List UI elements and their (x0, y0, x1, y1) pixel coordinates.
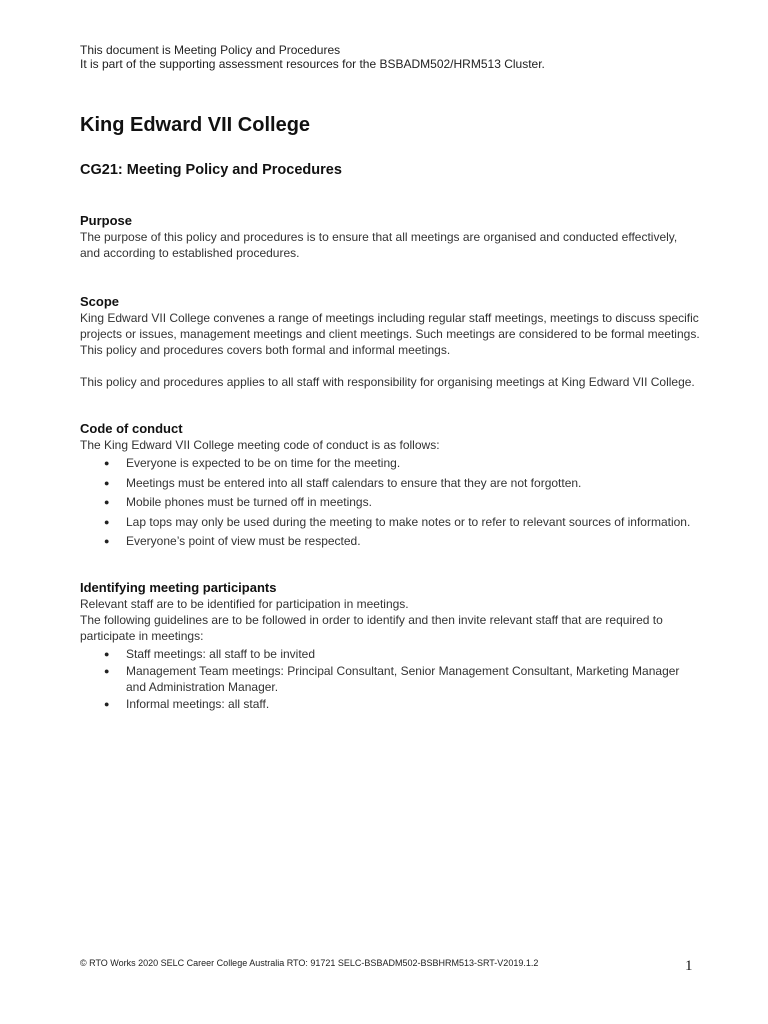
purpose-text: The purpose of this policy and procedures is to ensure that all meetings are organised and conducted effectively, and according to established procedures. (80, 230, 678, 260)
participants-list (80, 646, 700, 712)
participants-intro-2: The following guidelines are to be followed in order to identify and then invite relevant staff that are required to participate in meetings: (80, 613, 663, 643)
footer-text: © RTO Works 2020 SELC Career College Australia RTO: 91721 SELC-BSBADM502-BSBHRM513-SRT-V2019.1.2 (80, 958, 539, 968)
policy-title: CG21: Meeting Policy and Procedures (80, 162, 342, 178)
bullet-icon: ● (104, 666, 110, 676)
conduct-list (80, 455, 700, 549)
scope-text-1: King Edward VII College convenes a range of meetings including regular staff meetings, meetings to discuss specific projects or issues, management meetings and client meetings. Such meetings are considered to be formal meetings. This policy and procedures covers both formal and informal meetings. (80, 311, 700, 357)
list-item (80, 533, 700, 549)
list-item-text: Meetings must be entered into all staff calendars to ensure that they are not forgotten. (126, 475, 582, 490)
list-item-text: Staff meetings: all staff to be invited (126, 647, 315, 661)
conduct-intro: The King Edward VII College meeting code of conduct is as follows: (80, 438, 440, 452)
conduct-heading: Code of conduct (80, 421, 183, 436)
document-page (80, 43, 700, 713)
scope-text-2: This policy and procedures applies to all staff with responsibility for organising meetings at King Edward VII College. (80, 375, 695, 389)
list-item-text: Mobile phones must be turned off in meetings. (126, 495, 372, 509)
scope-section (80, 294, 700, 390)
list-item (80, 475, 700, 491)
purpose-section (80, 213, 700, 261)
list-item (80, 514, 700, 530)
page-number: 1 (685, 958, 693, 974)
bullet-icon: ● (104, 477, 110, 488)
list-item-text: Informal meetings: all staff. (126, 697, 270, 711)
list-item (80, 663, 700, 695)
list-item-text: Lap tops may only be used during the meeting to make notes or to refer to relevant sources of information. (126, 514, 691, 529)
list-item (80, 455, 700, 471)
conduct-section (80, 421, 700, 549)
bullet-icon: ● (104, 516, 110, 527)
list-item-text: Everyone’s point of view must be respected. (126, 534, 361, 548)
list-item (80, 494, 700, 510)
bullet-icon: ● (104, 536, 110, 546)
participants-heading: Identifying meeting participants (80, 580, 277, 595)
bullet-icon: ● (104, 699, 110, 709)
scope-heading: Scope (80, 294, 120, 309)
bullet-icon: ● (104, 458, 110, 468)
purpose-heading: Purpose (80, 213, 133, 228)
participants-intro-1: Relevant staff are to be identified for participation in meetings. (80, 597, 409, 611)
list-item-text: Management Team meetings: Principal Consultant, Senior Management Consultant, Marketing Manager and Administration Manager. (126, 664, 680, 694)
header-note-line2: It is part of the supporting assessment resources for the BSBADM502/HRM513 Cluster. (80, 57, 545, 71)
bullet-icon: ● (104, 497, 110, 507)
list-item-text: Everyone is expected to be on time for the meeting. (126, 456, 401, 470)
list-item (80, 646, 700, 662)
bullet-icon: ● (104, 649, 110, 659)
header-note-line1: This document is Meeting Policy and Procedures (80, 43, 341, 57)
list-item (80, 696, 700, 712)
college-title: King Edward VII College (80, 114, 311, 136)
participants-section (80, 580, 700, 712)
